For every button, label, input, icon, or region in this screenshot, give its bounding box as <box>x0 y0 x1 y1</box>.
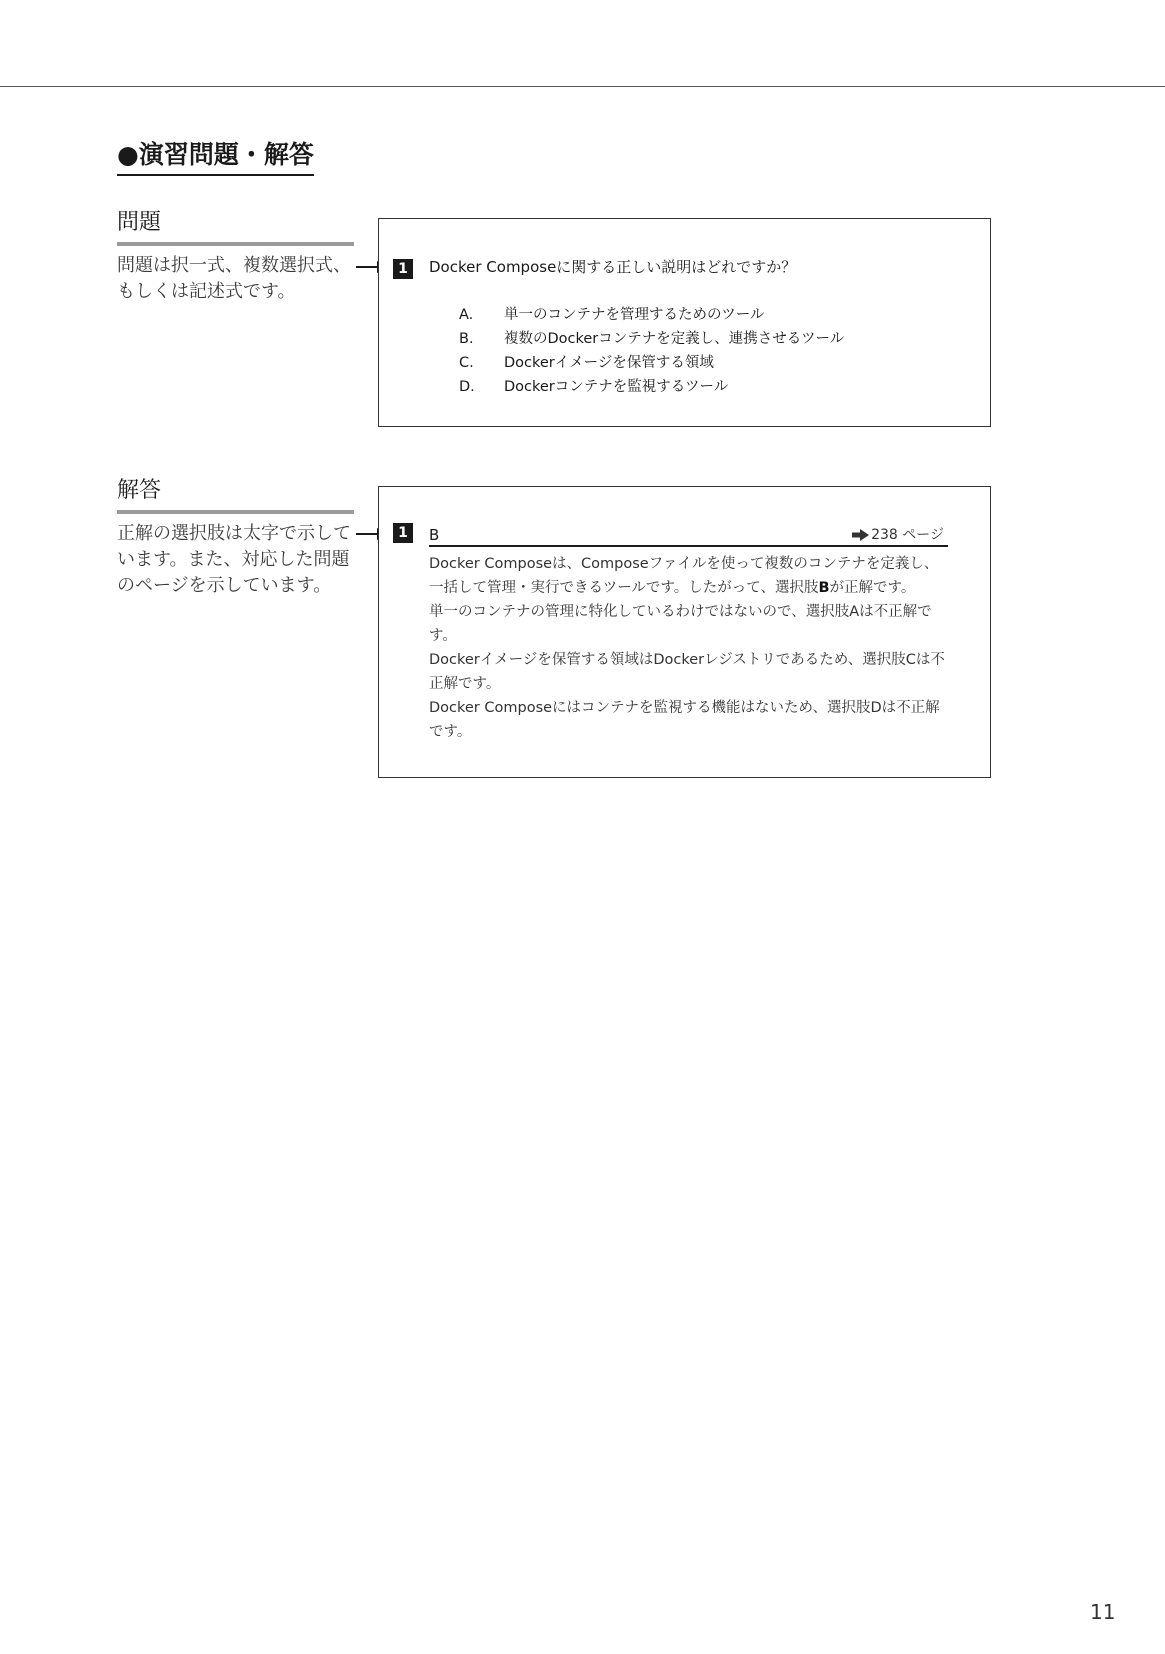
option-text: 単一のコンテナを管理するためのツール <box>504 307 765 323</box>
option-item <box>459 375 844 399</box>
option-letter: B. <box>459 331 474 347</box>
option-letter: C. <box>459 355 474 371</box>
answer-description: 正解の選択肢は太字で示しています。また、対応した問題のページを示しています。 <box>117 523 351 596</box>
section-heading: ●演習問題・解答 <box>117 138 314 176</box>
option-item <box>459 303 844 327</box>
explanation-text: Dockerイメージを保管する領域はDockerレジストリであるため、選択肢Cは不正解です。 <box>429 652 945 692</box>
answer-box <box>378 486 991 778</box>
answer-label: 解答 <box>117 476 354 514</box>
question-number-badge: 1 <box>393 259 413 279</box>
page-number: 11 <box>1090 1600 1116 1624</box>
question-label: 問題 <box>117 208 354 246</box>
option-text: Dockerイメージを保管する領域 <box>504 355 714 371</box>
explanation-text: が正解です。 <box>829 580 916 596</box>
option-item <box>459 351 844 375</box>
answer-explanation <box>429 552 949 744</box>
question-box <box>378 218 991 427</box>
option-text: 複数のDockerコンテナを定義し、連携させるツール <box>504 331 845 347</box>
answer-header <box>429 525 948 547</box>
explanation-text: 単一のコンテナの管理に特化しているわけではないので、選択肢Aは不正解です。 <box>429 604 932 644</box>
explanation-paragraph <box>429 552 949 600</box>
option-letter: D. <box>459 379 475 395</box>
option-item <box>459 327 844 351</box>
explanation-paragraph <box>429 600 949 648</box>
question-text: Docker Composeに関する正しい説明はどれですか？ <box>429 258 797 276</box>
explanation-text: Docker Composeにはコンテナを監視する機能はないため、選択肢Dは不正解です。 <box>429 700 940 740</box>
option-text: Dockerコンテナを監視するツール <box>504 379 729 395</box>
answer-number-badge: 1 <box>393 523 413 543</box>
correct-choice-bold: B <box>818 580 830 596</box>
explanation-paragraph <box>429 696 949 744</box>
options-list <box>459 303 844 399</box>
page-reference <box>852 525 944 545</box>
page-ref-text: 238 ページ <box>871 527 944 543</box>
option-letter: A. <box>459 307 474 323</box>
page-ref-arrow-icon <box>852 529 869 541</box>
explanation-text: Docker Composeは、Composeファイルを使って複数のコンテナを定義し、一括して管理・実行できるツールです。したがって、選択肢 <box>429 556 939 596</box>
explanation-paragraph <box>429 648 949 696</box>
header-rule <box>0 86 1165 87</box>
question-description: 問題は択一式、複数選択式、もしくは記述式です。 <box>117 255 351 302</box>
answer-choice: B <box>429 526 440 544</box>
